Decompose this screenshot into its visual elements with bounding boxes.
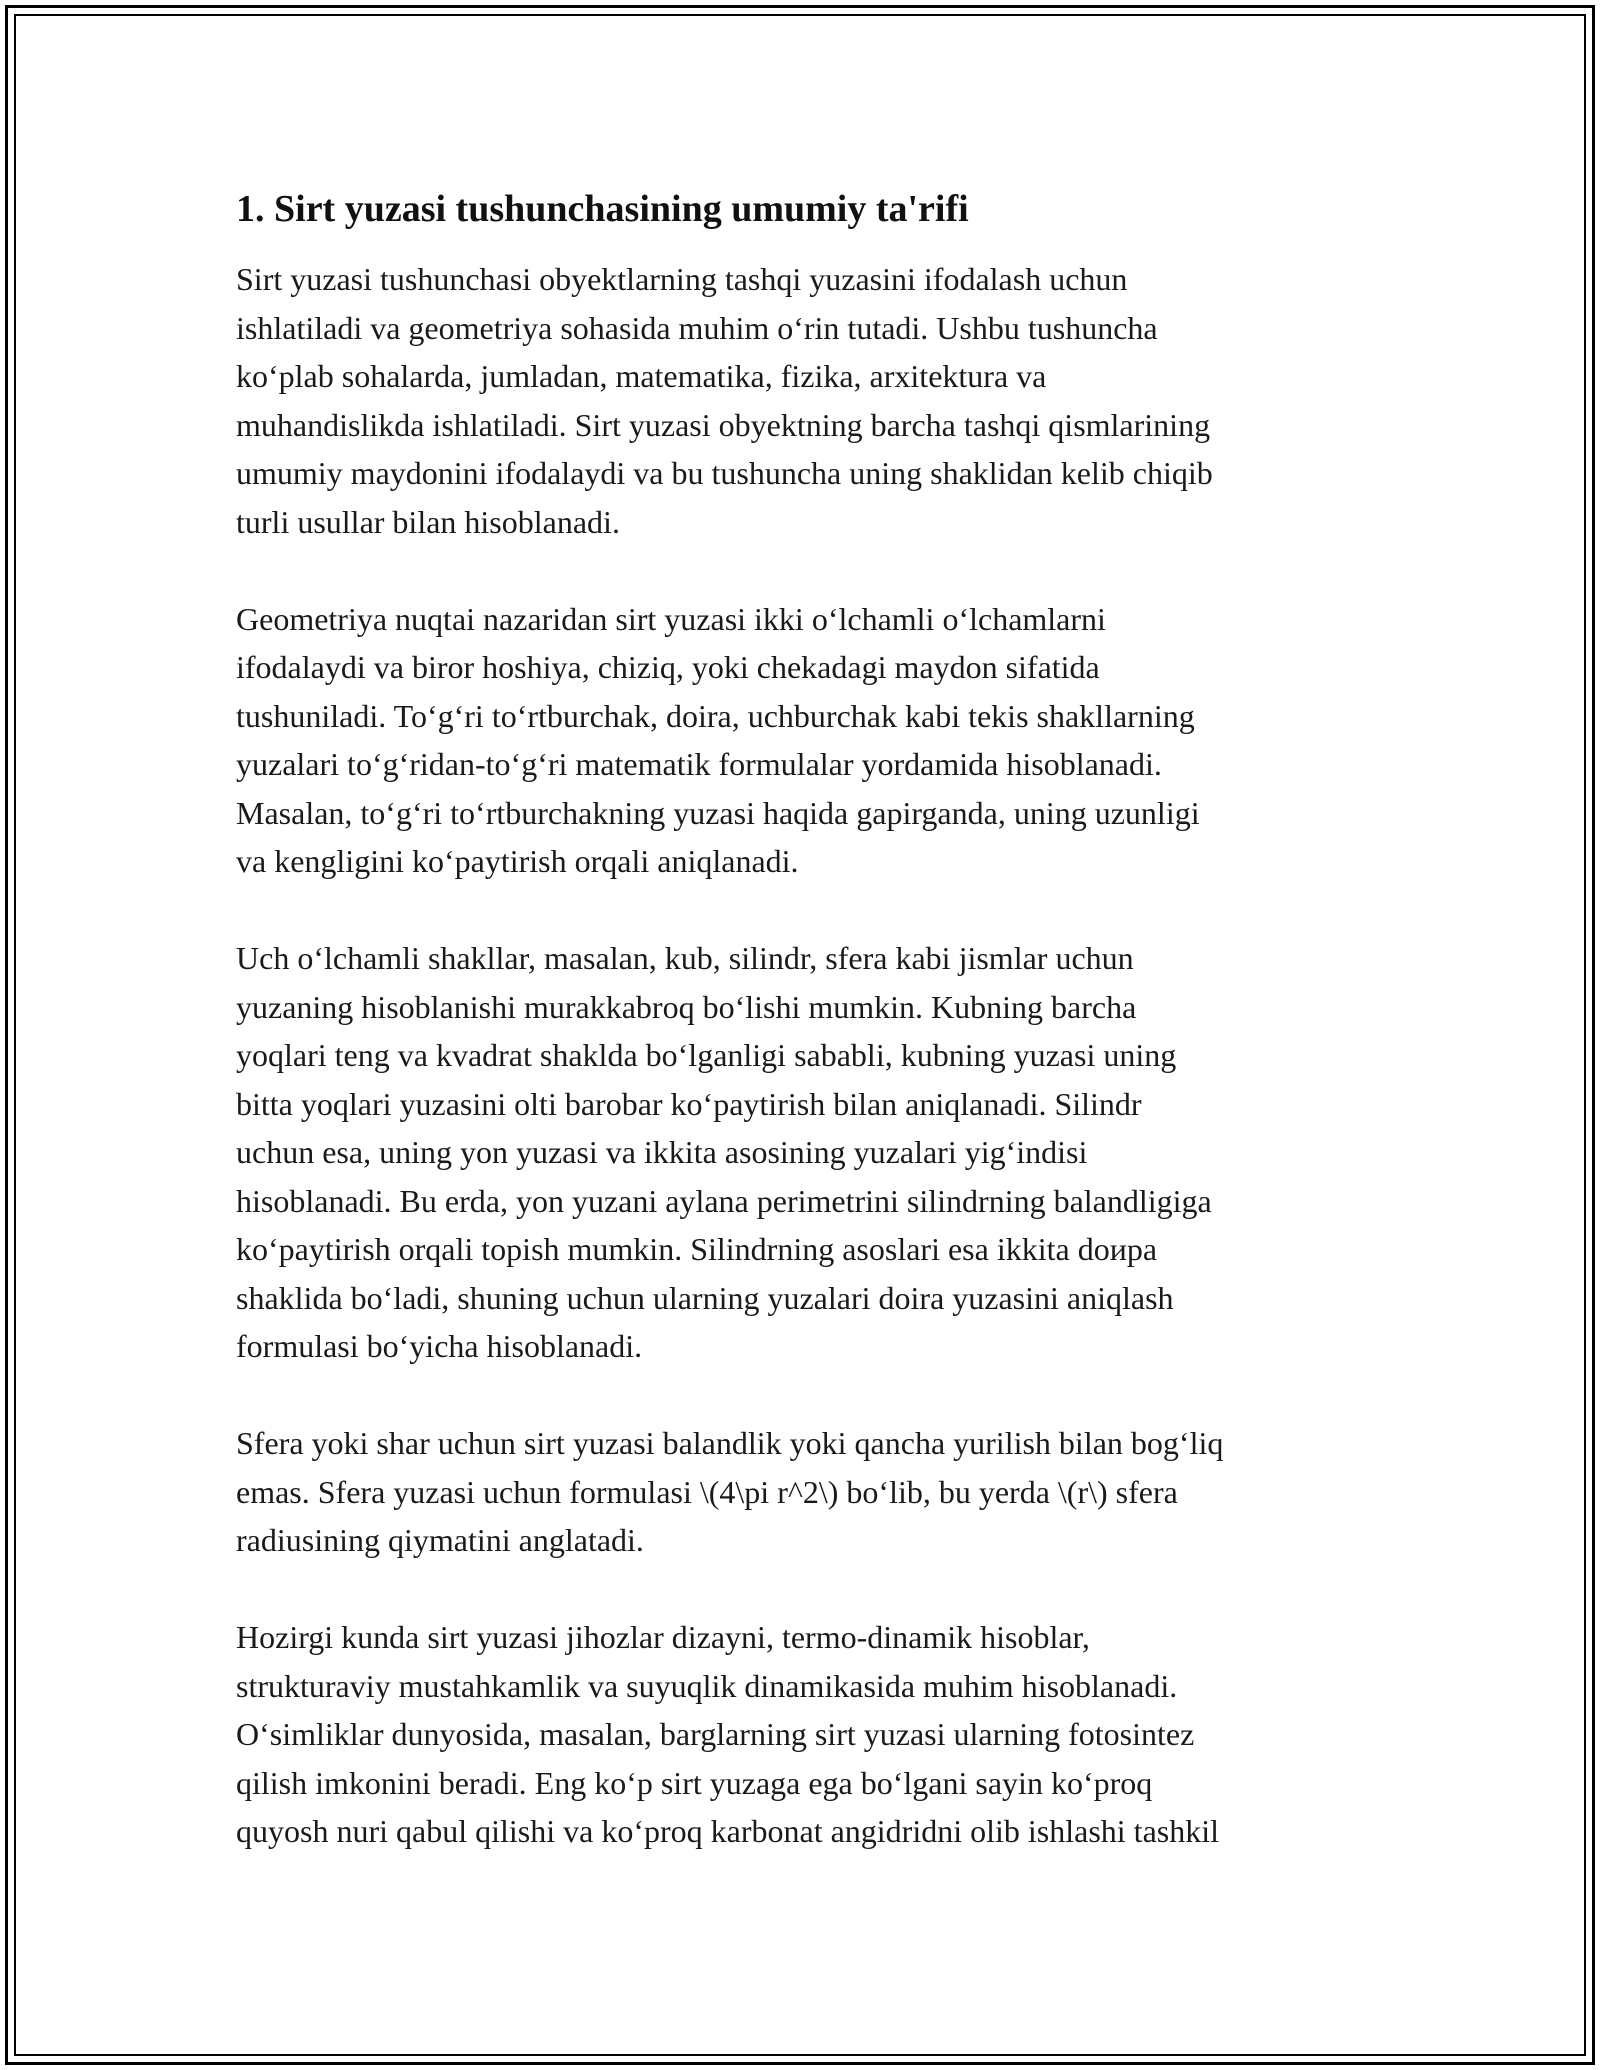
text-line: bitta yoqlari yuzasini olti barobar ko‘paytirish bilan aniqlanadi. Silindr xyxy=(236,1085,1142,1122)
text-line: yuzaning hisoblanishi murakkabroq bo‘lishi mumkin. Kubning barcha xyxy=(236,988,1137,1025)
paragraph-sphere xyxy=(236,1419,1376,1565)
text-line: shaklida bo‘ladi, shuning uchun ularning yuzalari doira yuzasini aniqlash xyxy=(236,1279,1174,1316)
text-line: va kengligini ko‘paytirish orqali aniqlanadi. xyxy=(236,843,799,879)
text-line: turli usullar bilan hisoblanadi. xyxy=(236,503,620,540)
text-line: umumiy maydonini ifodalaydi va bu tushuncha uning shaklidan kelib chiqib xyxy=(236,455,1213,491)
text-line: Uch o‘lchamli shakllar, masalan, kub, silindr, sfera kabi jismlar uchun xyxy=(236,940,1134,976)
text-line: tushuniladi. To‘g‘ri to‘rtburchak, doira, uchburchak kabi tekis shakllarning xyxy=(236,697,1195,734)
text-line: Sirt yuzasi tushunchasi obyektlarning tashqi yuzasini ifodalash uchun xyxy=(236,261,1128,297)
text-line: Geometriya nuqtai nazaridan sirt yuzasi ikki o‘lchamli o‘lchamlarni xyxy=(236,600,1106,637)
text-line: strukturaviy mustahkamlik va suyuqlik dinamikasida muhim hisoblanadi. xyxy=(236,1667,1178,1704)
text-line: ifodalaydi va biror hoshiya, chiziq, yoki chekadagi maydon sifatida xyxy=(236,649,1100,685)
text-line: yoqlari teng va kvadrat shaklda bo‘lganligi sababli, kubning yuzasi uning xyxy=(236,1037,1177,1073)
text-line: hisoblanadi. Bu erda, yon yuzani aylana perimetrini silindrning balandligiga xyxy=(236,1182,1212,1219)
paragraph-three-dimensional xyxy=(236,934,1376,1371)
text-line: uchun esa, uning yon yuzasi va ikkita asosining yuzalari yig‘indisi xyxy=(236,1134,1088,1170)
text-line: Sfera yoki shar uchun sirt yuzasi balandlik yoki qancha yurilish bilan bog‘liq xyxy=(236,1425,1224,1461)
paragraph-definition xyxy=(236,255,1376,546)
text-line: emas. Sfera yuzasi uchun formulasi \(4\pi r^2\) bo‘lib, bu yerda \(r\) sfera xyxy=(236,1473,1178,1510)
document-content xyxy=(236,185,1376,1904)
text-line: ishlatiladi va geometriya sohasida muhim o‘rin tutadi. Ushbu tushuncha xyxy=(236,309,1158,346)
text-line: ko‘paytirish orqali topish mumkin. Silindrning asoslari esa ikkita doиpa xyxy=(236,1231,1158,1267)
section-heading: 1. Sirt yuzasi tushunchasining umumiy ta'rifi xyxy=(236,188,969,230)
text-line: quyosh nuri qabul qilishi va ko‘proq karbonat angidridni olib ishlashi tashkil xyxy=(236,1813,1219,1849)
text-line: muhandislikda ishlatiladi. Sirt yuzasi obyektning barcha tashqi qismlarining xyxy=(236,406,1211,443)
paragraph-applications xyxy=(236,1613,1376,1856)
text-line: Hozirgi kunda sirt yuzasi jihozlar dizayni, termo-dinamik hisoblar, xyxy=(236,1619,1090,1655)
text-line: formulasi bo‘yicha hisoblanadi. xyxy=(236,1328,643,1364)
text-line: yuzalari to‘g‘ridan-to‘g‘ri matematik formulalar yordamida hisoblanadi. xyxy=(236,746,1162,782)
text-line: radiusining qiymatini anglatadi. xyxy=(236,1522,644,1558)
text-line: O‘simliklar dunyosida, masalan, barglarning sirt yuzasi ularning fotosintez xyxy=(236,1716,1195,1752)
text-line: Masalan, to‘g‘ri to‘rtburchakning yuzasi haqida gapirganda, uning uzunligi xyxy=(236,794,1200,831)
text-line: ko‘plab sohalarda, jumladan, matematika, fizika, arxitektura va xyxy=(236,358,1047,394)
paragraph-geometry xyxy=(236,595,1376,886)
text-line: qilish imkonini beradi. Eng ko‘p sirt yuzaga ega bo‘lgani sayin ko‘proq xyxy=(236,1764,1153,1801)
